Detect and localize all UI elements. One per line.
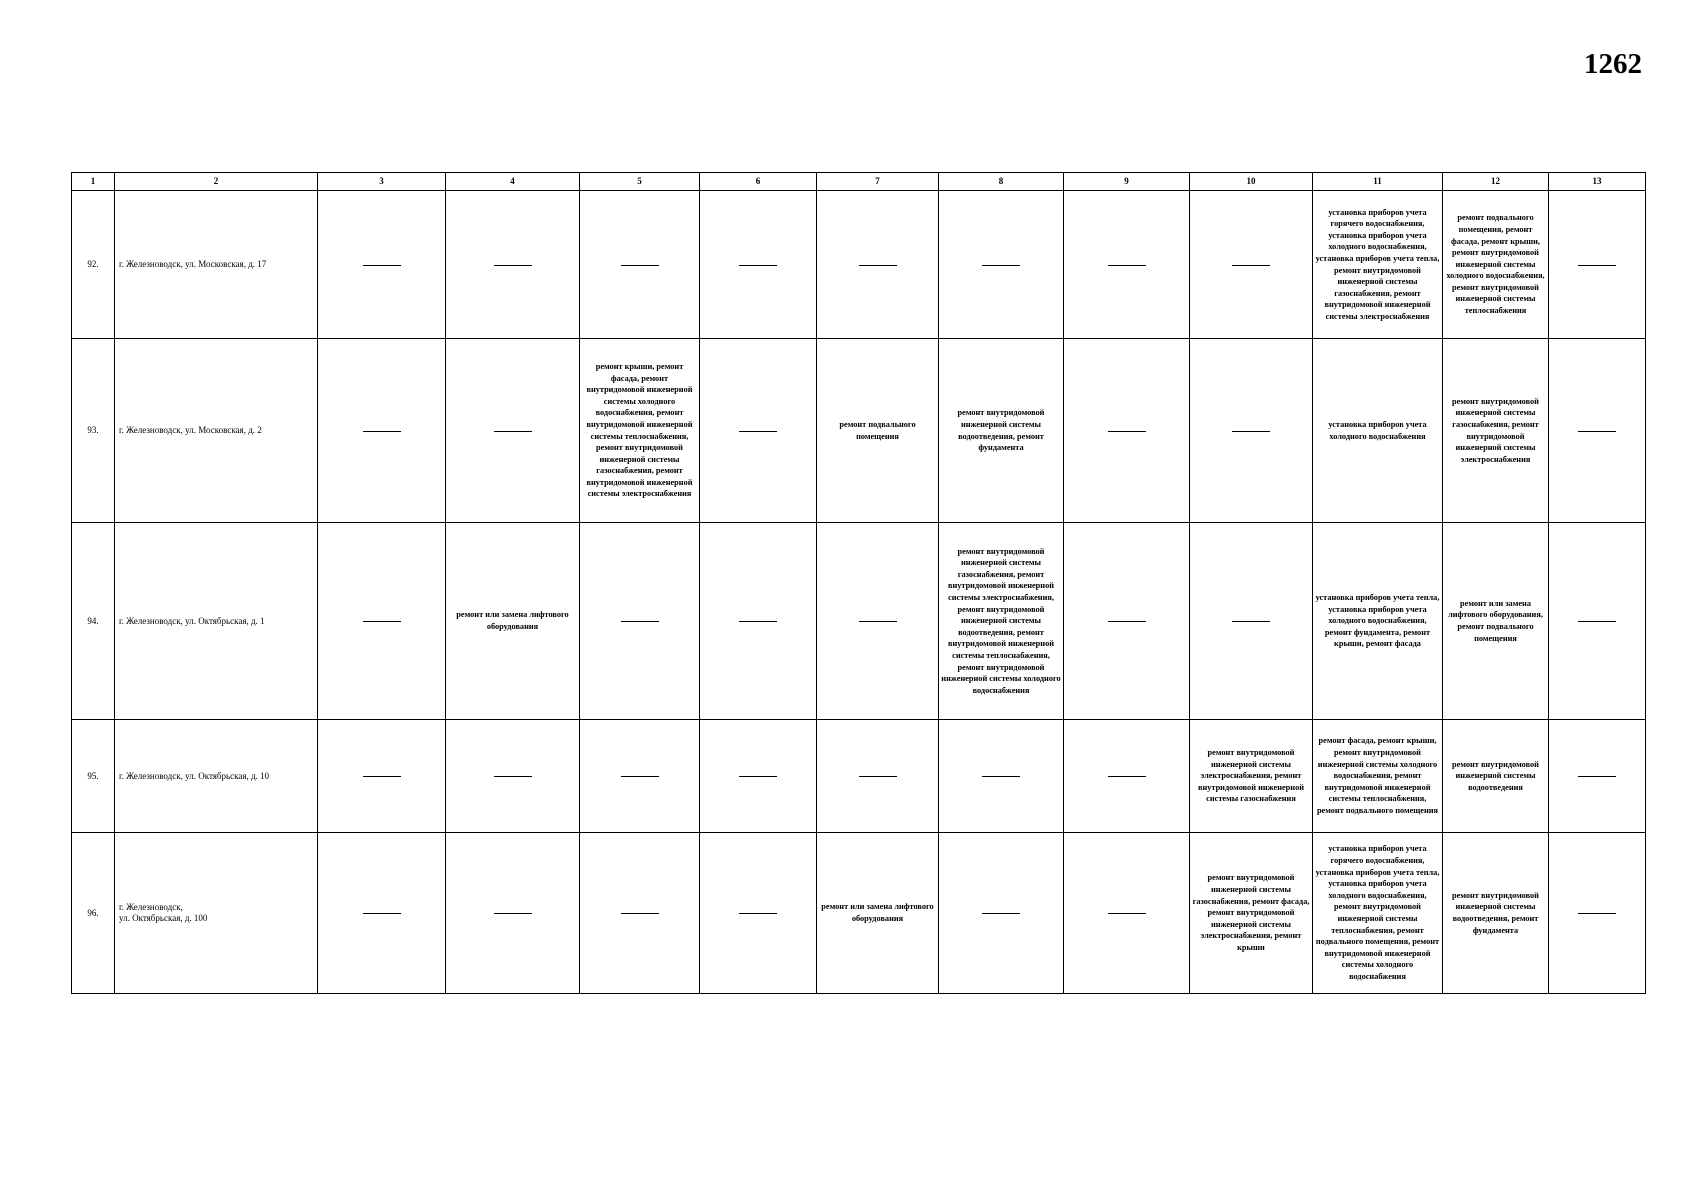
dash-mark — [494, 265, 532, 266]
dash-mark — [859, 621, 897, 622]
row-number: 95. — [72, 720, 115, 833]
dash-mark — [1232, 621, 1270, 622]
dash-mark — [1108, 621, 1146, 622]
empty-cell — [1549, 339, 1646, 523]
column-number: 3 — [318, 173, 446, 191]
table-row — [72, 191, 1646, 339]
work-cell: ремонт внутридомовой инженерной системы водоотведения, ремонт фундамента — [1443, 833, 1549, 994]
dash-mark — [982, 913, 1020, 914]
dash-mark — [621, 776, 659, 777]
column-number: 4 — [446, 173, 580, 191]
dash-mark — [1578, 913, 1616, 914]
dash-mark — [1578, 431, 1616, 432]
work-cell: ремонт подвального помещения — [817, 339, 939, 523]
dash-mark — [1232, 431, 1270, 432]
dash-mark — [1108, 776, 1146, 777]
column-number: 9 — [1064, 173, 1190, 191]
dash-mark — [739, 265, 777, 266]
address-cell: г. Железноводск, ул. Октябрьская, д. 10 — [115, 720, 318, 833]
dash-mark — [363, 431, 401, 432]
address-line: г. Железноводск, — [119, 902, 183, 912]
column-number: 2 — [115, 173, 318, 191]
dash-mark — [494, 431, 532, 432]
address-cell: г. Железноводск, ул. Московская, д. 17 — [115, 191, 318, 339]
empty-cell — [1064, 191, 1190, 339]
empty-cell — [580, 833, 700, 994]
empty-cell — [318, 339, 446, 523]
column-number: 13 — [1549, 173, 1646, 191]
work-cell: ремонт или замена лифтового оборудования — [817, 833, 939, 994]
dash-mark — [982, 265, 1020, 266]
work-cell: ремонт внутридомовой инженерной системы водоотведения — [1443, 720, 1549, 833]
work-cell: ремонт или замена лифтового оборудования — [446, 523, 580, 720]
work-cell: установка приборов учета горячего водоснабжения, установка приборов учета холодного водоснабжения, установка приборов учета тепла, ремонт внутридомовой инженерной системы газоснабжения, ремонт внутридомовой инженерной системы электроснабжения — [1313, 191, 1443, 339]
dash-mark — [363, 913, 401, 914]
dash-mark — [859, 265, 897, 266]
dash-mark — [363, 621, 401, 622]
empty-cell — [446, 191, 580, 339]
address-cell: г. Железноводск, ул. Октябрьская, д. 1 — [115, 523, 318, 720]
dash-mark — [363, 265, 401, 266]
dash-mark — [1108, 913, 1146, 914]
empty-cell — [1064, 339, 1190, 523]
address-cell: г. Железноводск, ул. Московская, д. 2 — [115, 339, 318, 523]
empty-cell — [817, 191, 939, 339]
empty-cell — [817, 523, 939, 720]
dash-mark — [1578, 776, 1616, 777]
work-cell: ремонт внутридомовой инженерной системы электроснабжения, ремонт внутридомовой инженерной системы газоснабжения — [1190, 720, 1313, 833]
work-cell: ремонт внутридомовой инженерной системы водоотведения, ремонт фундамента — [939, 339, 1064, 523]
empty-cell — [446, 339, 580, 523]
empty-cell — [700, 833, 817, 994]
empty-cell — [580, 191, 700, 339]
empty-cell — [1549, 720, 1646, 833]
row-number: 92. — [72, 191, 115, 339]
column-number: 11 — [1313, 173, 1443, 191]
column-number: 6 — [700, 173, 817, 191]
dash-mark — [621, 913, 659, 914]
work-cell: ремонт внутридомовой инженерной системы газоснабжения, ремонт внутридомовой инженерной системы электроснабжения — [1443, 339, 1549, 523]
column-number-row — [72, 173, 1646, 191]
work-cell: ремонт фасада, ремонт крыши, ремонт внутридомовой инженерной системы холодного водоснабжения, ремонт внутридомовой инженерной системы теплоснабжения, ремонт подвального помещения — [1313, 720, 1443, 833]
column-number: 8 — [939, 173, 1064, 191]
dash-mark — [621, 265, 659, 266]
dash-mark — [1578, 265, 1616, 266]
empty-cell — [1190, 191, 1313, 339]
address-line: ул. Октябрьская, д. 100 — [119, 913, 208, 923]
row-number: 93. — [72, 339, 115, 523]
empty-cell — [1549, 523, 1646, 720]
dash-mark — [1232, 265, 1270, 266]
dash-mark — [739, 913, 777, 914]
empty-cell — [939, 720, 1064, 833]
column-number: 1 — [72, 173, 115, 191]
dash-mark — [621, 621, 659, 622]
work-cell: ремонт крыши, ремонт фасада, ремонт внутридомовой инженерной системы холодного водоснабжения, ремонт внутридомовой инженерной системы теплоснабжения, ремонт внутридомовой инженерной системы газоснабжения, ремонт внутридомовой инженерной системы электроснабжения — [580, 339, 700, 523]
empty-cell — [318, 191, 446, 339]
dash-mark — [739, 431, 777, 432]
empty-cell — [1190, 523, 1313, 720]
empty-cell — [1549, 191, 1646, 339]
empty-cell — [580, 720, 700, 833]
page-number: 1262 — [1584, 48, 1642, 80]
address-cell — [115, 833, 318, 994]
empty-cell — [700, 720, 817, 833]
dash-mark — [494, 913, 532, 914]
dash-mark — [739, 621, 777, 622]
dash-mark — [494, 776, 532, 777]
work-cell: установка приборов учета тепла, установка приборов учета холодного водоснабжения, ремонт фундамента, ремонт крыши, ремонт фасада — [1313, 523, 1443, 720]
dash-mark — [1108, 265, 1146, 266]
dash-mark — [1578, 621, 1616, 622]
table-row — [72, 523, 1646, 720]
work-cell: ремонт внутридомовой инженерной системы газоснабжения, ремонт внутридомовой инженерной системы электроснабжения, ремонт внутридомовой инженерной системы водоотведения, ремонт внутридомовой инженерной системы теплоснабжения, ремонт внутридомовой инженерной системы холодного водоснабжения — [939, 523, 1064, 720]
empty-cell — [318, 720, 446, 833]
column-number: 12 — [1443, 173, 1549, 191]
empty-cell — [446, 833, 580, 994]
empty-cell — [446, 720, 580, 833]
empty-cell — [1064, 523, 1190, 720]
work-cell: установка приборов учета горячего водоснабжения, установка приборов учета тепла, установка приборов учета холодного водоснабжения, ремонт внутридомовой инженерной системы теплоснабжения, ремонт подвального помещения, ремонт внутридомовой инженерной системы холодного водоснабжения — [1313, 833, 1443, 994]
work-cell: ремонт подвального помещения, ремонт фасада, ремонт крыши, ремонт внутридомовой инженерной системы холодного водоснабжения, ремонт внутридомовой инженерной системы теплоснабжения — [1443, 191, 1549, 339]
dash-mark — [739, 776, 777, 777]
empty-cell — [580, 523, 700, 720]
row-number: 94. — [72, 523, 115, 720]
column-number: 10 — [1190, 173, 1313, 191]
row-number: 96. — [72, 833, 115, 994]
empty-cell — [939, 833, 1064, 994]
empty-cell — [817, 720, 939, 833]
table-row — [72, 720, 1646, 833]
work-cell: ремонт или замена лифтового оборудования, ремонт подвального помещения — [1443, 523, 1549, 720]
work-cell: установка приборов учета холодного водоснабжения — [1313, 339, 1443, 523]
column-number: 7 — [817, 173, 939, 191]
empty-cell — [1549, 833, 1646, 994]
empty-cell — [318, 833, 446, 994]
empty-cell — [700, 339, 817, 523]
empty-cell — [318, 523, 446, 720]
column-number: 5 — [580, 173, 700, 191]
dash-mark — [982, 776, 1020, 777]
empty-cell — [1064, 833, 1190, 994]
repair-schedule-table — [71, 172, 1646, 994]
empty-cell — [1064, 720, 1190, 833]
work-cell: ремонт внутридомовой инженерной системы газоснабжения, ремонт фасада, ремонт внутридомовой инженерной системы электроснабжения, ремонт крыши — [1190, 833, 1313, 994]
empty-cell — [700, 523, 817, 720]
empty-cell — [939, 191, 1064, 339]
empty-cell — [700, 191, 817, 339]
dash-mark — [363, 776, 401, 777]
dash-mark — [859, 776, 897, 777]
table-row — [72, 339, 1646, 523]
dash-mark — [1108, 431, 1146, 432]
empty-cell — [1190, 339, 1313, 523]
table-row — [72, 833, 1646, 994]
